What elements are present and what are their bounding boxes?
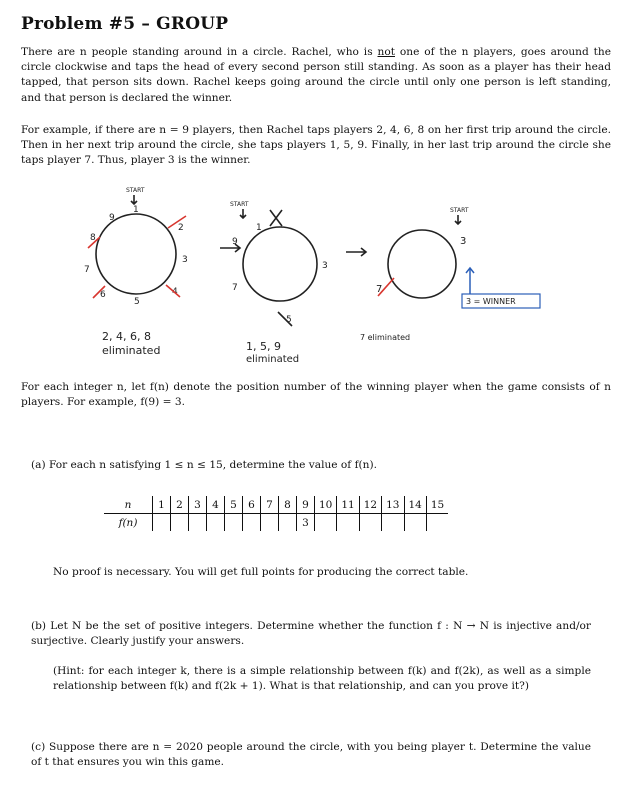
caption-1-line1: 2, 4, 6, 8 xyxy=(102,330,151,343)
table-row-n xyxy=(104,496,448,514)
f-cell[interactable] xyxy=(279,514,297,532)
player-circle-3 xyxy=(388,230,456,298)
c2-num-3: 3 xyxy=(322,261,328,271)
caption-2-line2: eliminated xyxy=(246,354,300,365)
c2-num-1: 1 xyxy=(256,223,262,233)
f-cell[interactable] xyxy=(243,514,261,532)
part-b-question: (b) Let N be the set of positive integers. Determine whether the function f : N → N is injective and/or surjective. Clearly justify your answers. xyxy=(31,620,591,648)
circle-round-2 xyxy=(230,201,328,365)
n-cell: 3 xyxy=(189,496,207,514)
intro-paragraph-example: For example, if there are n = 9 players, then Rachel taps players 2, 4, 6, 8 on her first trip around the circle. Then in her next trip around the circle, she taps players 1, 5, 9. Finally, in her last trip around the circle she taps player 7. Thus, player 3 is the winner. xyxy=(21,124,611,167)
part-c-question: (c) Suppose there are n = 2020 people around the circle, with you being player t. Determine the value of t that ensures you win this game. xyxy=(31,741,591,769)
player-circle-1 xyxy=(96,214,176,294)
n-cell: 10 xyxy=(315,496,337,514)
f-cell[interactable] xyxy=(315,514,337,532)
c1-num-1: 1 xyxy=(133,205,139,215)
start-label-2: START xyxy=(230,201,249,208)
n-cell: 8 xyxy=(279,496,297,514)
c1-num-3: 3 xyxy=(182,255,188,265)
circle-round-1 xyxy=(84,187,188,357)
start-label-1: START xyxy=(126,187,145,194)
n-cell: 12 xyxy=(359,496,381,514)
n-cell: 5 xyxy=(225,496,243,514)
definition-paragraph: For each integer n, let f(n) denote the position number of the winning player when the game consists of n players. For example, f(9) = 3. xyxy=(21,381,611,409)
row-label-f: f(n) xyxy=(104,514,153,532)
part-a-note: No proof is necessary. You will get full points for producing the correct table. xyxy=(53,566,469,578)
table-row-f xyxy=(104,514,448,532)
f-cell[interactable] xyxy=(426,514,448,532)
f-cell[interactable] xyxy=(404,514,426,532)
player-circle-2 xyxy=(243,227,317,301)
c2-num-7: 7 xyxy=(232,283,238,293)
c3-num-3: 3 xyxy=(460,236,467,247)
part-b-hint: (Hint: for each integer k, there is a simple relationship between f(k) and f(2k), as well as a simple relationship between f(k) and f(2k + 1). What is that relationship, and can you prove it?) xyxy=(53,665,591,693)
f-cell[interactable] xyxy=(337,514,359,532)
f-cell[interactable] xyxy=(171,514,189,532)
f-cell[interactable] xyxy=(189,514,207,532)
problem-title: Problem #5 – GROUP xyxy=(21,14,229,34)
f-cell[interactable] xyxy=(359,514,381,532)
c3-num-7: 7 xyxy=(376,284,383,295)
caption-3: 7 eliminated xyxy=(360,333,411,342)
n-cell: 14 xyxy=(404,496,426,514)
f-values-table xyxy=(104,496,448,531)
part-a-question: (a) For each n satisfying 1 ≤ n ≤ 15, determine the value of f(n). xyxy=(31,459,377,471)
n-cell: 6 xyxy=(243,496,261,514)
n-cell: 4 xyxy=(207,496,225,514)
f-cell[interactable] xyxy=(225,514,243,532)
n-cell: 13 xyxy=(382,496,404,514)
f-cell[interactable] xyxy=(382,514,404,532)
intro-text-not: not xyxy=(377,46,395,58)
n-cell: 7 xyxy=(261,496,279,514)
intro-text-b: one of the n players, goes around the circle clockwise and taps the head of every second person still standing. As soon as a player has their head tapped, that person sits down. Rachel keeps going around the circle until only one person is left standing, and that person is declared the winner. xyxy=(21,46,612,104)
c1-num-4: 4 xyxy=(172,287,178,297)
f-cell[interactable] xyxy=(207,514,225,532)
c1-num-8: 8 xyxy=(90,233,96,243)
c1-num-2: 2 xyxy=(178,223,184,233)
n-cell: 9 xyxy=(297,496,315,514)
f-cell[interactable] xyxy=(261,514,279,532)
circle-round-3 xyxy=(360,207,540,342)
caption-1-line2: eliminated xyxy=(102,344,161,357)
c2-strike-1 xyxy=(270,210,282,226)
n-cell: 11 xyxy=(337,496,359,514)
row-label-n: n xyxy=(104,496,153,514)
n-cell: 15 xyxy=(426,496,448,514)
caption-2-line1: 1, 5, 9 xyxy=(246,340,281,353)
c1-num-6: 6 xyxy=(100,290,106,300)
winner-label: 3 = WINNER xyxy=(466,297,516,306)
c1-num-5: 5 xyxy=(134,297,140,307)
f-cell: 3 xyxy=(297,514,315,532)
n-cell: 2 xyxy=(171,496,189,514)
start-arrow-2 xyxy=(240,209,246,218)
start-arrow-3 xyxy=(455,215,461,224)
c2-num-5: 5 xyxy=(286,315,292,325)
c2-num-9: 9 xyxy=(232,237,238,247)
c1-num-9: 9 xyxy=(109,213,115,223)
elimination-diagram-svg xyxy=(60,182,560,367)
f-cell[interactable] xyxy=(153,514,171,532)
intro-paragraph-rules xyxy=(21,45,611,106)
start-arrow-1 xyxy=(131,195,137,204)
n-cell: 1 xyxy=(153,496,171,514)
start-label-3: START xyxy=(450,207,469,214)
intro-text-a: There are n people standing around in a circle. Rachel, who is xyxy=(21,46,378,58)
c1-num-7: 7 xyxy=(84,265,90,275)
arrow-2-to-3 xyxy=(346,248,366,256)
elimination-diagram xyxy=(60,182,560,367)
